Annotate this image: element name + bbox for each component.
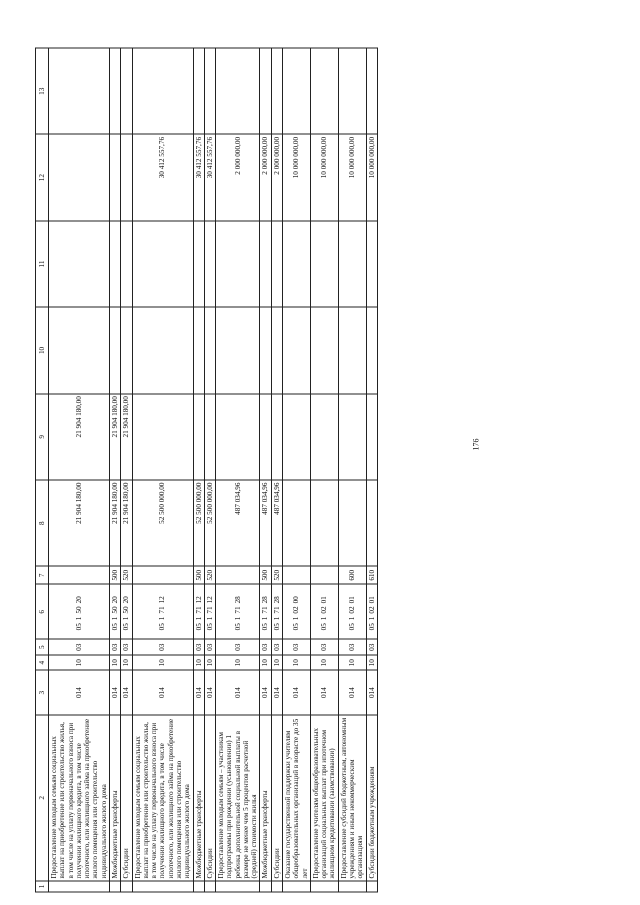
amount-cell-c11 <box>109 221 120 307</box>
grbs-cell: 014 <box>49 671 110 715</box>
target-article-part: 05 <box>205 623 214 631</box>
row-index-cell <box>260 881 271 892</box>
row-index-cell <box>132 881 193 892</box>
target-article-part: 50 <box>110 606 119 614</box>
amount-cell-c11 <box>193 221 204 307</box>
column-header-12: 12 <box>36 134 49 220</box>
target-article-part: 01 <box>348 596 356 604</box>
grbs-cell: 014 <box>338 671 366 715</box>
amount-cell-c9 <box>216 394 260 480</box>
amount-cell-c9 <box>271 394 282 480</box>
column-header-7: 7 <box>36 566 49 584</box>
amount-cell-c13 <box>310 48 338 134</box>
amount-cell-c13 <box>283 48 311 134</box>
target-article-part: 00 <box>292 596 301 604</box>
amount-cell-c12: 2 000 000,00 <box>260 134 271 220</box>
amount-cell-c12 <box>109 134 120 220</box>
budget-table <box>35 48 378 893</box>
row-index-cell <box>283 881 311 892</box>
column-header-8: 8 <box>36 480 49 566</box>
amount-cell-c12: 30 412 557,76 <box>132 134 193 220</box>
target-article-part: 05 <box>367 623 376 631</box>
amount-cell-c13 <box>204 48 215 134</box>
target-article-part: 1 <box>292 616 301 621</box>
row-name-cell: Субсидии <box>121 715 132 881</box>
target-article-part: 12 <box>158 596 167 604</box>
row-index-cell <box>216 881 260 892</box>
target-article-part: 1 <box>261 616 270 621</box>
grbs-cell: 014 <box>204 671 215 715</box>
amount-cell-c8: 487 034,96 <box>216 480 260 566</box>
amount-cell-c9 <box>338 394 366 480</box>
target-article-part: 1 <box>122 616 131 621</box>
amount-cell-c9: 21 904 180,00 <box>109 394 120 480</box>
row-name-cell: Субсидии <box>271 715 282 881</box>
target-article-cell <box>132 584 193 639</box>
row-name-cell: Предоставление молодым семьям социальных выплат на приобретение или строительство жилья, в том числе на уплату первоначального взноса при получении жилищного кредита, в том числе ипотечного, или жилищного займа на приобретение жилого помещения или строительство индивидуального жилого дома <box>132 715 193 881</box>
row-name-cell: Предоставление учителям общеобразовательных организаций социальных выплат при ипотечном жилищном кредитовании (заимствовании) <box>310 715 338 881</box>
amount-cell-c10 <box>260 307 271 393</box>
section-cell: 10 <box>310 655 338 671</box>
grbs-cell: 014 <box>366 671 377 715</box>
target-article-part: 20 <box>110 596 119 604</box>
amount-cell-c8 <box>283 480 311 566</box>
amount-cell-c8: 21 904 180,00 <box>121 480 132 566</box>
row-name-cell: Межбюджетные трансферты <box>109 715 120 881</box>
amount-cell-c13 <box>366 48 377 134</box>
expense-type-cell: 500 <box>193 566 204 584</box>
section-cell: 10 <box>260 655 271 671</box>
target-article-cell <box>310 584 338 639</box>
budget-table-container <box>35 48 605 893</box>
target-article-part: 1 <box>110 616 119 621</box>
column-header-6: 6 <box>36 584 49 639</box>
amount-cell-c9 <box>283 394 311 480</box>
grbs-cell: 014 <box>193 671 204 715</box>
target-article-cell <box>109 584 120 639</box>
row-index-cell <box>193 881 204 892</box>
subsection-cell: 03 <box>338 640 366 656</box>
row-index-cell <box>338 881 366 892</box>
row-name-cell: Оказание государственной поддержки учителям общеобразовательных организаций в возрасте до 35 лет <box>283 715 311 881</box>
amount-cell-c12: 30 412 557,76 <box>204 134 215 220</box>
subsection-cell: 03 <box>260 640 271 656</box>
row-name-cell: Межбюджетные трансферты <box>193 715 204 881</box>
amount-cell-c9 <box>260 394 271 480</box>
target-article-part: 28 <box>233 596 242 604</box>
amount-cell-c9: 21 904 180,00 <box>121 394 132 480</box>
target-article-part: 05 <box>233 623 242 631</box>
section-cell: 10 <box>271 655 282 671</box>
target-article-part: 28 <box>272 596 281 604</box>
target-article-part: 71 <box>261 606 270 614</box>
expense-type-cell <box>132 566 193 584</box>
target-article-part: 02 <box>292 606 301 614</box>
table-row <box>132 48 193 892</box>
row-name-cell: Субсидии бюджетным учреждениям <box>366 715 377 881</box>
grbs-cell: 014 <box>216 671 260 715</box>
target-article-part: 12 <box>194 596 203 604</box>
amount-cell-c11 <box>283 221 311 307</box>
table-row <box>216 48 260 892</box>
amount-cell-c10 <box>283 307 311 393</box>
amount-cell-c9: 21 904 180,00 <box>49 394 110 480</box>
target-article-cell <box>271 584 282 639</box>
target-article-cell <box>121 584 132 639</box>
amount-cell-c11 <box>216 221 260 307</box>
subsection-cell: 03 <box>216 640 260 656</box>
target-article-part: 05 <box>272 623 281 631</box>
expense-type-cell <box>49 566 110 584</box>
column-header-4: 4 <box>36 655 49 671</box>
expense-type-cell: 520 <box>121 566 132 584</box>
target-article-cell <box>283 584 311 639</box>
grbs-cell: 014 <box>310 671 338 715</box>
amount-cell-c13 <box>109 48 120 134</box>
target-article-part: 50 <box>122 606 131 614</box>
target-article-part: 1 <box>367 616 376 621</box>
table-row <box>271 48 282 892</box>
amount-cell-c10 <box>338 307 366 393</box>
expense-type-cell: 610 <box>366 566 377 584</box>
row-index-cell <box>366 881 377 892</box>
row-index-cell <box>109 881 120 892</box>
target-article-cell <box>49 584 110 639</box>
amount-cell-c12: 2 000 000,00 <box>271 134 282 220</box>
amount-cell-c8: 21 904 180,00 <box>49 480 110 566</box>
column-header-13: 13 <box>36 48 49 134</box>
amount-cell-c8 <box>366 480 377 566</box>
table-body <box>49 48 378 892</box>
amount-cell-c8: 487 034,96 <box>260 480 271 566</box>
amount-cell-c9 <box>132 394 193 480</box>
table-row <box>109 48 120 892</box>
target-article-part: 71 <box>272 606 281 614</box>
subsection-cell: 03 <box>283 640 311 656</box>
amount-cell-c10 <box>271 307 282 393</box>
target-article-part: 1 <box>158 616 167 621</box>
amount-cell-c10 <box>366 307 377 393</box>
subsection-cell: 03 <box>132 640 193 656</box>
table-row <box>260 48 271 892</box>
grbs-cell: 014 <box>283 671 311 715</box>
grbs-cell: 014 <box>271 671 282 715</box>
expense-type-cell: 520 <box>204 566 215 584</box>
amount-cell-c12: 2 000 000,00 <box>216 134 260 220</box>
target-article-part: 71 <box>158 606 167 614</box>
table-row <box>310 48 338 892</box>
table-row <box>49 48 110 892</box>
target-article-part: 71 <box>194 606 203 614</box>
section-cell: 10 <box>109 655 120 671</box>
row-index-cell <box>271 881 282 892</box>
section-cell: 10 <box>49 655 110 671</box>
row-index-cell <box>49 881 110 892</box>
target-article-cell <box>216 584 260 639</box>
row-name-cell: Предоставление молодым семьям – участникам подпрограммы при рождении (усыновлении) 1 ребенка дополнительной социальной выплаты в размере не менее чем 5 процентов расчетной (средней) стоимости жилья <box>216 715 260 881</box>
amount-cell-c11 <box>310 221 338 307</box>
amount-cell-c10 <box>310 307 338 393</box>
target-article-part: 05 <box>292 623 301 631</box>
table-row <box>121 48 132 892</box>
amount-cell-c10 <box>109 307 120 393</box>
target-article-part: 05 <box>122 623 131 631</box>
amount-cell-c11 <box>49 221 110 307</box>
target-article-part: 02 <box>320 606 329 614</box>
amount-cell-c8: 52 500 000,00 <box>132 480 193 566</box>
expense-type-cell: 500 <box>260 566 271 584</box>
amount-cell-c8 <box>338 480 366 566</box>
amount-cell-c13 <box>193 48 204 134</box>
amount-cell-c12: 10 000 000,00 <box>283 134 311 220</box>
target-article-part: 1 <box>233 616 242 621</box>
expense-type-cell <box>283 566 311 584</box>
target-article-part: 02 <box>367 606 376 614</box>
subsection-cell: 03 <box>366 640 377 656</box>
subsection-cell: 03 <box>193 640 204 656</box>
amount-cell-c13 <box>121 48 132 134</box>
target-article-part: 1 <box>205 616 214 621</box>
amount-cell-c8: 21 904 180,00 <box>109 480 120 566</box>
section-cell: 10 <box>204 655 215 671</box>
target-article-part: 1 <box>194 616 203 621</box>
amount-cell-c11 <box>204 221 215 307</box>
amount-cell-c10 <box>193 307 204 393</box>
column-header-3: 3 <box>36 671 49 715</box>
table-row <box>204 48 215 892</box>
target-article-part: 05 <box>110 623 119 631</box>
subsection-cell: 03 <box>49 640 110 656</box>
subsection-cell: 03 <box>121 640 132 656</box>
amount-cell-c10 <box>132 307 193 393</box>
grbs-cell: 014 <box>109 671 120 715</box>
column-header-1: 1 <box>36 881 49 892</box>
target-article-part: 1 <box>272 616 281 621</box>
amount-cell-c13 <box>338 48 366 134</box>
row-name-cell: Субсидии <box>204 715 215 881</box>
amount-cell-c11 <box>366 221 377 307</box>
section-cell: 10 <box>121 655 132 671</box>
section-cell: 10 <box>366 655 377 671</box>
section-cell: 10 <box>132 655 193 671</box>
amount-cell-c12: 30 412 557,76 <box>193 134 204 220</box>
amount-cell-c13 <box>49 48 110 134</box>
amount-cell-c13 <box>132 48 193 134</box>
row-name-cell: Предоставление субсидий бюджетным, автономным учреждениям и иным некоммерческим организациям <box>338 715 366 881</box>
row-index-cell <box>310 881 338 892</box>
subsection-cell: 03 <box>109 640 120 656</box>
amount-cell-c9 <box>193 394 204 480</box>
target-article-part: 1 <box>320 616 329 621</box>
section-cell: 10 <box>338 655 366 671</box>
section-cell: 10 <box>216 655 260 671</box>
section-cell: 10 <box>193 655 204 671</box>
target-article-part: 20 <box>74 596 83 604</box>
target-article-cell <box>366 584 377 639</box>
amount-cell-c12 <box>121 134 132 220</box>
target-article-part: 02 <box>348 606 356 614</box>
amount-cell-c13 <box>260 48 271 134</box>
target-article-part: 05 <box>74 623 83 631</box>
page-number: 176 <box>471 438 481 451</box>
expense-type-cell: 500 <box>109 566 120 584</box>
target-article-cell <box>204 584 215 639</box>
amount-cell-c12 <box>49 134 110 220</box>
column-header-5: 5 <box>36 640 49 656</box>
amount-cell-c12: 10 000 000,00 <box>338 134 366 220</box>
target-article-part: 50 <box>74 606 83 614</box>
target-article-cell <box>260 584 271 639</box>
amount-cell-c12: 10 000 000,00 <box>366 134 377 220</box>
table-row <box>193 48 204 892</box>
target-article-part: 05 <box>158 623 167 631</box>
amount-cell-c11 <box>338 221 366 307</box>
expense-type-cell: 600 <box>338 566 366 584</box>
amount-cell-c11 <box>121 221 132 307</box>
target-article-part: 01 <box>320 596 329 604</box>
amount-cell-c11 <box>260 221 271 307</box>
table-row <box>366 48 377 892</box>
column-header-11: 11 <box>36 221 49 307</box>
column-header-10: 10 <box>36 307 49 393</box>
column-header-9: 9 <box>36 394 49 480</box>
grbs-cell: 014 <box>260 671 271 715</box>
target-article-part: 20 <box>122 596 131 604</box>
target-article-part: 05 <box>348 623 356 631</box>
target-article-part: 28 <box>261 596 270 604</box>
target-article-part: 1 <box>348 616 356 621</box>
expense-type-cell <box>216 566 260 584</box>
table-row <box>338 48 366 892</box>
amount-cell-c10 <box>204 307 215 393</box>
target-article-part: 1 <box>74 616 83 621</box>
amount-cell-c13 <box>216 48 260 134</box>
amount-cell-c8 <box>310 480 338 566</box>
header-row <box>36 48 49 892</box>
column-header-2: 2 <box>36 715 49 881</box>
expense-type-cell <box>310 566 338 584</box>
row-index-cell <box>204 881 215 892</box>
amount-cell-c11 <box>132 221 193 307</box>
target-article-cell <box>338 584 366 639</box>
amount-cell-c8: 487 034,96 <box>271 480 282 566</box>
amount-cell-c10 <box>49 307 110 393</box>
target-article-part: 05 <box>261 623 270 631</box>
target-article-part: 05 <box>194 623 203 631</box>
subsection-cell: 03 <box>271 640 282 656</box>
section-cell: 10 <box>283 655 311 671</box>
row-name-cell: Предоставление молодым семьям социальных выплат на приобретение или строительство жилья, в том числе на уплату первоначального взноса при получении жилищного кредита, в том числе ипотечного, или жилищного займа на приобретение жилого помещения или строительство индивидуального жилого дома <box>49 715 110 881</box>
subsection-cell: 03 <box>204 640 215 656</box>
amount-cell-c9 <box>310 394 338 480</box>
amount-cell-c13 <box>271 48 282 134</box>
amount-cell-c8: 52 500 000,00 <box>204 480 215 566</box>
amount-cell-c10 <box>216 307 260 393</box>
amount-cell-c9 <box>366 394 377 480</box>
target-article-part: 12 <box>205 596 214 604</box>
grbs-cell: 014 <box>121 671 132 715</box>
expense-type-cell: 520 <box>271 566 282 584</box>
row-name-cell: Межбюджетные трансферты <box>260 715 271 881</box>
target-article-part: 71 <box>205 606 214 614</box>
target-article-cell <box>193 584 204 639</box>
target-article-part: 05 <box>320 623 329 631</box>
subsection-cell: 03 <box>310 640 338 656</box>
grbs-cell: 014 <box>132 671 193 715</box>
amount-cell-c8: 52 500 000,00 <box>193 480 204 566</box>
table-row <box>283 48 311 892</box>
amount-cell-c10 <box>121 307 132 393</box>
amount-cell-c12: 10 000 000,00 <box>310 134 338 220</box>
amount-cell-c11 <box>271 221 282 307</box>
row-index-cell <box>121 881 132 892</box>
target-article-part: 71 <box>233 606 242 614</box>
amount-cell-c9 <box>204 394 215 480</box>
target-article-part: 01 <box>367 596 376 604</box>
